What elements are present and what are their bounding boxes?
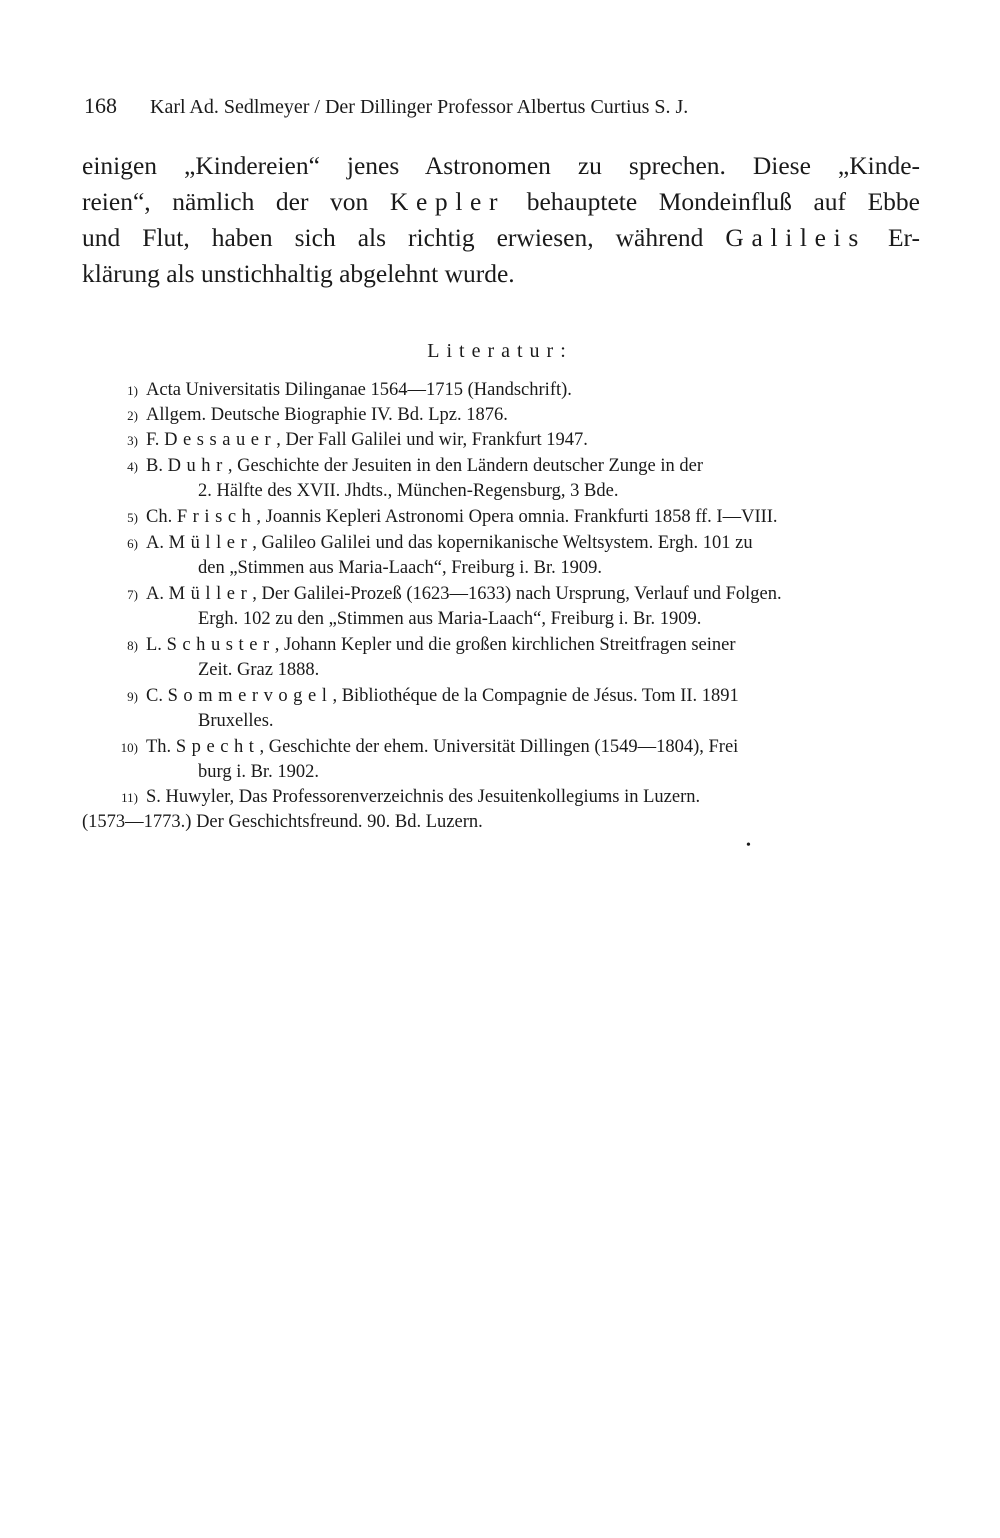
reference-item (82, 531, 1000, 581)
reference-author: Specht (175, 737, 260, 757)
reference-line: Bruxelles. (198, 711, 274, 731)
reference-author: Dessauer (164, 430, 277, 450)
reference-number: 6) (127, 536, 138, 551)
reference-item (82, 735, 1000, 785)
reference-number: 9) (127, 689, 138, 704)
reference-item (82, 582, 1000, 632)
body-line: klärung als unstichhaltig abgelehnt wurde. (82, 259, 515, 288)
stray-mark: • (746, 838, 751, 853)
reference-item (82, 428, 1000, 453)
reference-number: 3) (127, 433, 138, 448)
reference-line: Ergh. 102 zu den „Stimmen aus Maria-Laach“, Freiburg i. Br. 1909. (198, 609, 702, 629)
reference-line: Zeit. Graz 1888. (198, 660, 320, 680)
reference-number: 10) (120, 740, 138, 755)
reference-author: Frisch (176, 507, 257, 527)
body-paragraph (82, 148, 920, 292)
spaced-name: Kepler (389, 187, 506, 216)
reference-author: Müller (168, 584, 253, 604)
reference-item (82, 633, 1000, 683)
reference-item (82, 505, 1000, 530)
page-number: 168 (84, 93, 117, 118)
literature-heading: Literatur: (427, 340, 573, 362)
reference-line: Allgem. Deutsche Biographie IV. Bd. Lpz. 1876. (146, 405, 508, 425)
reference-item (82, 684, 1000, 734)
reference-line: Th. Specht, Geschichte der ehem. Universität Dillingen (1549—1804), Frei (146, 737, 739, 757)
reference-line: C. Sommervogel, Bibliothéque de la Compagnie de Jésus. Tom II. 1891 (146, 686, 739, 706)
reference-number: 2) (127, 408, 138, 423)
reference-author: Müller (168, 533, 253, 553)
reference-line: Ch. Frisch, Joannis Kepleri Astronomi Opera omnia. Frankfurti 1858 ff. I—VIII. (146, 507, 778, 527)
reference-number: 8) (127, 638, 138, 653)
reference-line: A. Müller, Galileo Galilei und das kopernikanische Weltsystem. Ergh. 101 zu (146, 533, 753, 553)
reference-line: B. Duhr, Geschichte der Jesuiten in den Ländern deutscher Zunge in der (146, 456, 704, 476)
reference-item (82, 785, 920, 835)
running-title: Karl Ad. Sedlmeyer / Der Dillinger Professor Albertus Curtius S. J. (150, 96, 689, 118)
reference-number: 5) (127, 510, 138, 525)
reference-number: 4) (127, 459, 138, 474)
reference-author: Sommervogel (167, 686, 333, 706)
running-header (84, 93, 688, 119)
body-line: einigen „Kindereien“ jenes Astronomen zu sprechen. Diese „Kinde- (82, 151, 920, 180)
reference-line: F. Dessauer, Der Fall Galilei und wir, Frankfurt 1947. (146, 430, 588, 450)
reference-item (82, 378, 1000, 403)
reference-line: L. Schuster, Johann Kepler und die großen kirchlichen Streitfragen seiner (146, 635, 736, 655)
reference-number: 7) (127, 587, 138, 602)
spaced-name: Galileis (725, 223, 866, 252)
reference-line: den „Stimmen aus Maria-Laach“, Freiburg i. Br. 1909. (198, 558, 602, 578)
reference-line: A. Müller, Der Galilei-Prozeß (1623—1633) nach Ursprung, Verlauf und Folgen. (146, 584, 782, 604)
reference-line: S. Huwyler, Das Professorenverzeichnis des Jesuitenkollegiums in Luzern. (146, 787, 701, 807)
reference-item (82, 403, 1000, 428)
body-line: und Flut, haben sich als richtig erwiesen, während Galileis Er- (82, 223, 920, 252)
body-line: reien“, nämlich der von Kepler behauptete Mondeinfluß auf Ebbe (82, 187, 920, 216)
reference-line: (1573—1773.) Der Geschichtsfreund. 90. Bd. Luzern. (82, 812, 483, 832)
reference-number: 1) (127, 383, 138, 398)
reference-item (82, 454, 1000, 504)
reference-line: Acta Universitatis Dilinganae 1564—1715 (Handschrift). (146, 380, 572, 400)
reference-line: burg i. Br. 1902. (198, 762, 319, 782)
reference-number: 11) (121, 790, 138, 805)
reference-line: 2. Hälfte des XVII. Jhdts., München-Regensburg, 3 Bde. (198, 481, 619, 501)
reference-author: Schuster (166, 635, 275, 655)
reference-author: Duhr (167, 456, 228, 476)
